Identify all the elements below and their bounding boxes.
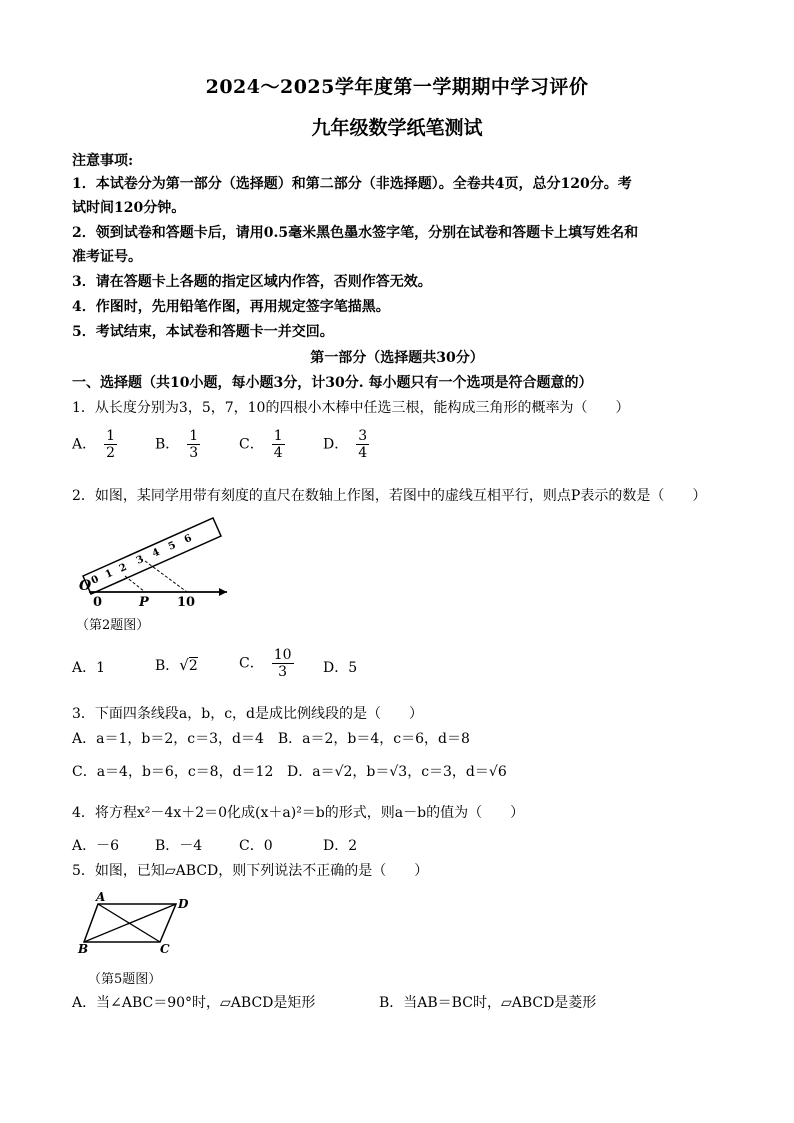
note-line: 准考证号。 — [72, 249, 142, 265]
dashed-line-p — [125, 576, 145, 592]
ruler-tick-label: 0 — [89, 573, 101, 587]
note-line: 4．作图时，先用铅笔作图，再用规定签字笔描黑。 — [72, 299, 390, 315]
note-line: 2．领到试卷和答题卡后，请用0.5毫米黑色墨水签字笔，分别在试卷和答题卡上填写姓名和 — [72, 225, 639, 241]
q2-ruler-figure — [75, 506, 235, 610]
part-heading: 第一部分（选择题共30分） — [310, 350, 484, 366]
question-5-stem: 5．如图，已知▱ABCD，则下列说法不正确的是（ ） — [72, 863, 429, 879]
note-line: 3．请在答题卡上各题的指定区域内作答，否则作答无效。 — [72, 274, 432, 290]
vertex-c-label: C — [160, 942, 170, 956]
q1-option-c: C． $\frac{1}{4}$ — [239, 428, 283, 461]
ruler-outline — [83, 518, 221, 594]
ruler-tick-label: 2 — [117, 561, 129, 575]
q4-option-c: C．0 — [239, 838, 273, 854]
q3-options-ab: A．a＝1，b＝2，c＝3，d＝4 B．a＝2，b＝4，c＝6，d＝8 — [72, 731, 470, 747]
ruler-tick-label: 6 — [182, 532, 194, 546]
question-3-stem: 3．下面四条线段a，b，c，d是成比例线段的是（ ） — [72, 706, 424, 722]
section-heading: 一、选择题（共10小题，每小题3分，计30分. 每小题只有一个选项是符合题意的） — [72, 375, 593, 391]
q3-option-d: D．a＝√2，b＝√3，c＝3，d＝√6 — [287, 764, 507, 780]
q1-option-b: B． $\frac{1}{3}$ — [155, 428, 199, 461]
ruler-tick-label: 1 — [103, 567, 115, 581]
q2-option-d: D．5 — [323, 660, 358, 676]
q2-caption: （第2题图） — [76, 618, 150, 633]
question-1-stem: 1．从长度分别为3，5，7，10的四根小木棒中任选三根，能构成三角形的概率为（ ） — [72, 400, 630, 416]
origin-label: O — [79, 578, 92, 594]
dashed-line-ten — [145, 561, 187, 592]
note-line: 5．考试结束，本试卷和答题卡一并交回。 — [72, 324, 334, 340]
vertex-b-label: B — [78, 942, 89, 956]
ruler-tick-label: 3 — [134, 553, 146, 567]
point-p-label: P — [139, 595, 149, 610]
q3-option-c: C．a＝4，b＝6，c＝8，d＝12 — [72, 764, 274, 780]
q1-option-d: D． $\frac{3}{4}$ — [323, 428, 368, 461]
question-4-stem: 4．将方程x²－4x＋2＝0化成(x＋a)²＝b的形式，则a－b的值为（ ） — [72, 805, 525, 821]
exam-subtitle: 九年级数学纸笔测试 — [311, 117, 483, 139]
ruler-tick-label: 5 — [166, 539, 178, 553]
q5-caption: （第5题图） — [88, 972, 162, 987]
axis-zero-label: 0 — [93, 595, 103, 610]
ruler-tick-label: 4 — [150, 546, 162, 560]
q5-option-b: B．当AB＝BC时，▱ABCD是菱形 — [379, 995, 597, 1011]
notes-heading: 注意事项: — [72, 153, 134, 169]
exam-title: 2024～2025学年度第一学期期中学习评价 — [205, 76, 589, 98]
q2-option-b: B．√2 — [155, 656, 198, 674]
q4-option-b: B．－4 — [155, 838, 203, 854]
vertex-a-label: A — [96, 890, 106, 904]
q2-option-a: A．1 — [72, 660, 106, 676]
question-2-stem: 2．如图，某同学用带有刻度的直尺在数轴上作图，若图中的虚线互相平行，则点P表示的数是（ ） — [72, 488, 707, 504]
q4-option-d: D．2 — [323, 838, 358, 854]
note-line: 1．本试卷分为第一部分（选择题）和第二部分（非选择题）。全卷共4页，总分120分。考 — [72, 176, 632, 192]
note-line: 试时间120分钟。 — [72, 200, 186, 216]
q1-option-a: A． $\frac{1}{2}$ — [72, 428, 116, 461]
axis-ten-label: 10 — [177, 595, 196, 610]
axis-arrow-icon — [219, 588, 227, 596]
vertex-d-label: D — [178, 897, 189, 911]
q2-option-c: C． $\frac{10}{3}$ — [239, 647, 292, 680]
q5-parallelogram-figure — [76, 890, 196, 956]
q4-option-a: A．－6 — [72, 838, 120, 854]
q5-option-a: A．当∠ABC＝90°时，▱ABCD是矩形 — [72, 995, 316, 1011]
